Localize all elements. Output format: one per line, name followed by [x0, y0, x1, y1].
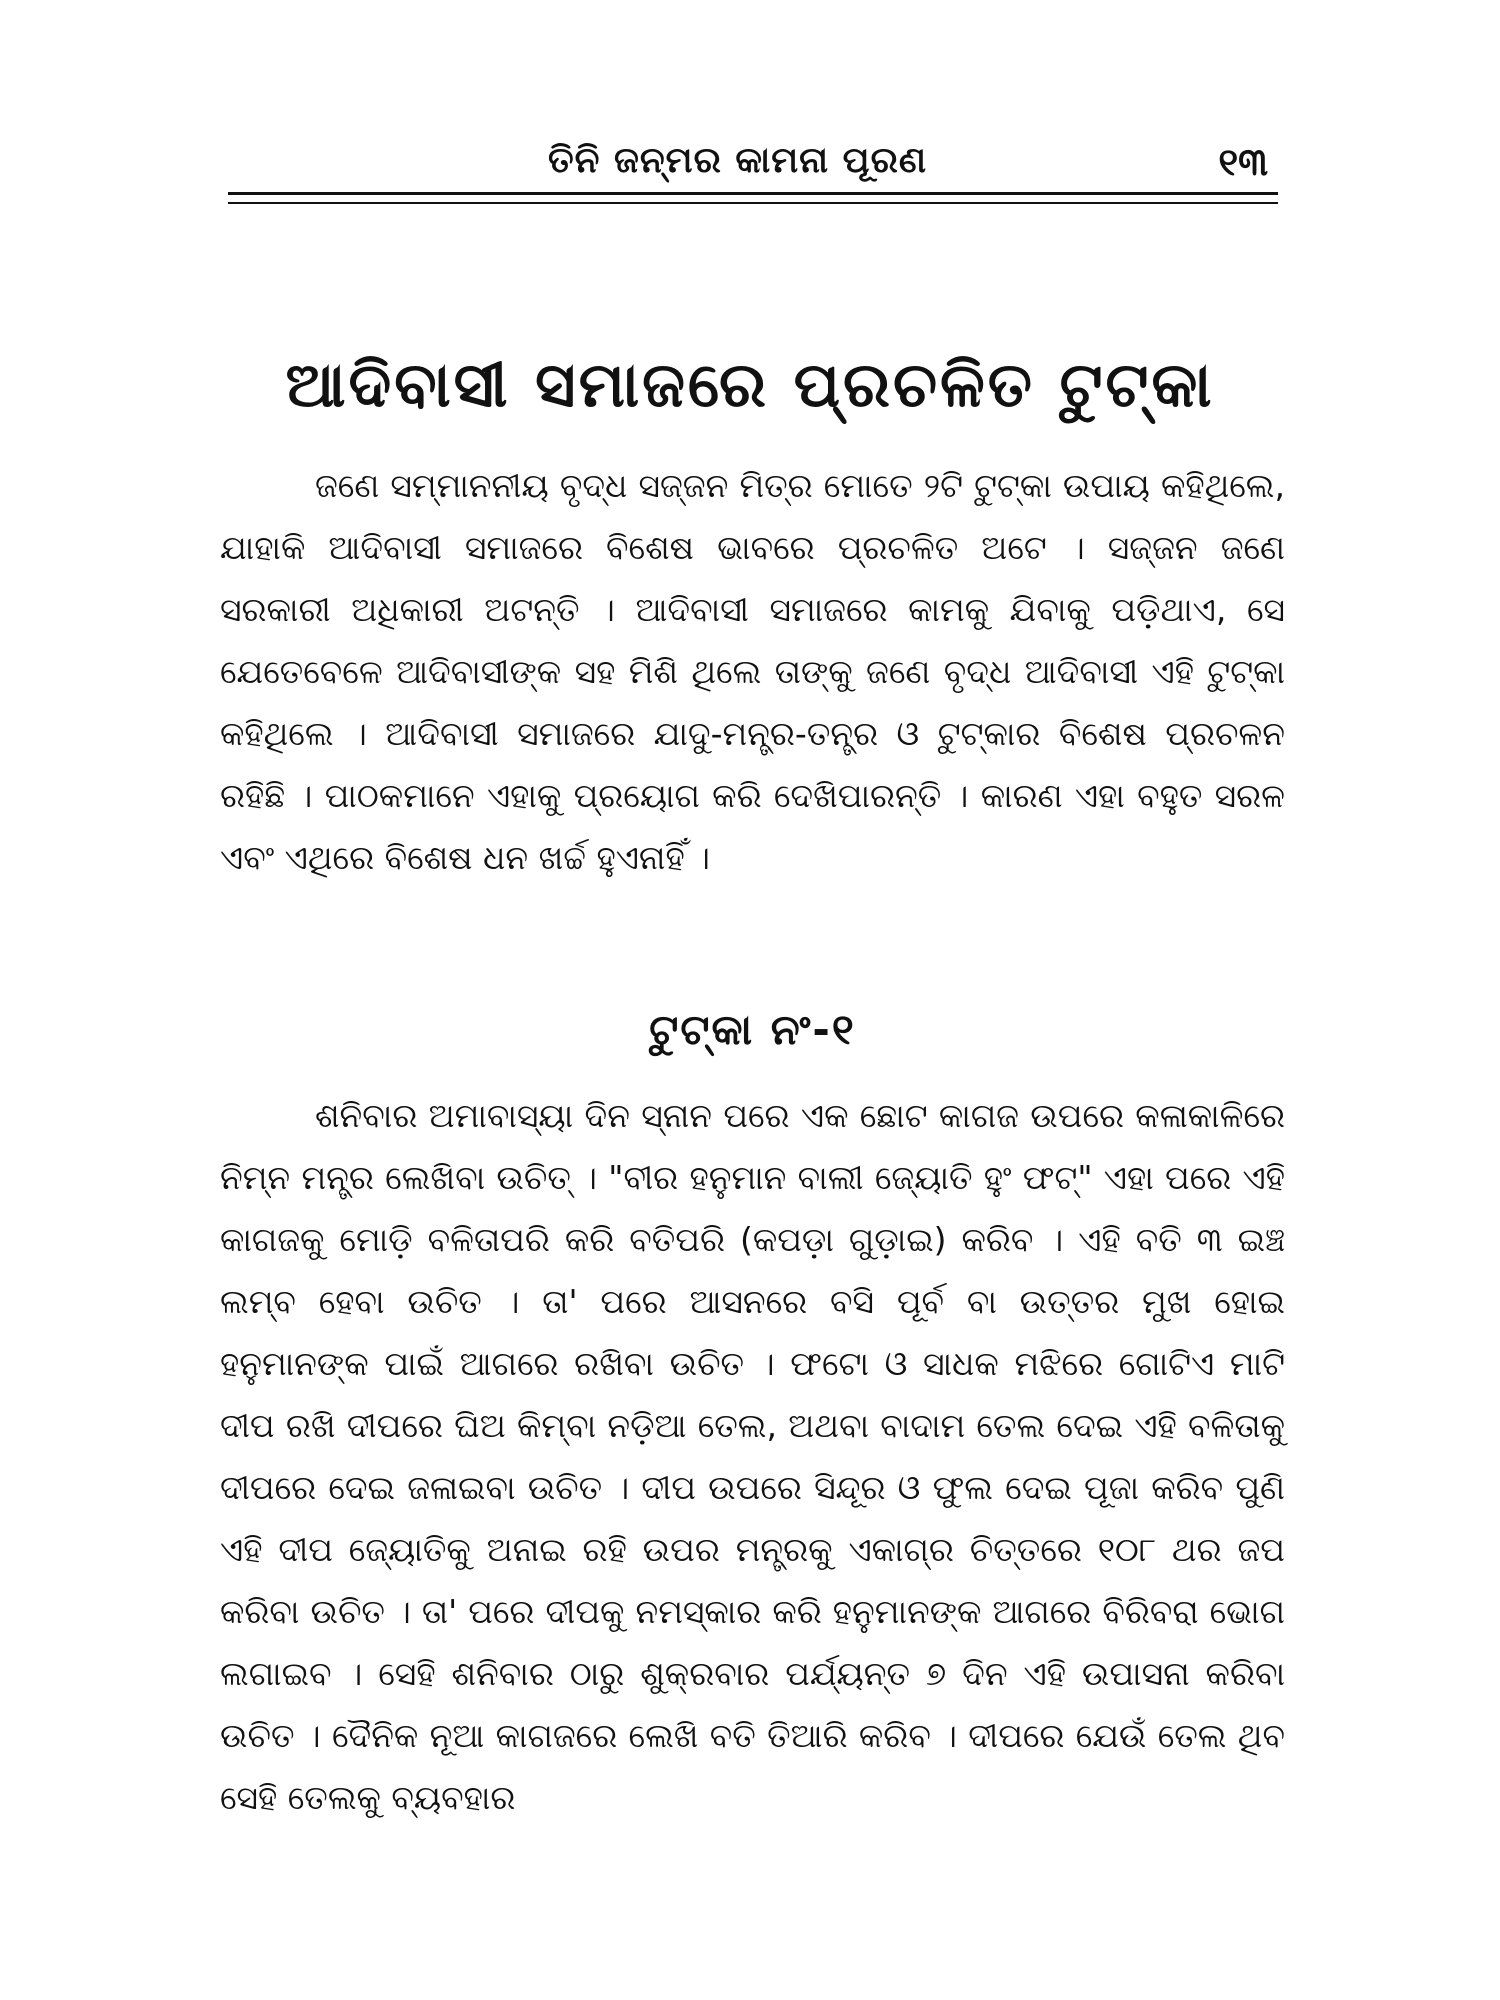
page-number: ୧୩: [1218, 140, 1268, 184]
header-rule: [228, 192, 1278, 204]
intro-paragraph: ଜଣେ ସମ୍ମାନନୀୟ ବୃଦ୍ଧ ସଜ୍ଜନ ମିତ୍ର ମୋତେ ୨ଟି ଟୁଟ୍‌କା ଉପାୟ କହିଥିଲେ, ଯାହାକି ଆଦିବାସୀ ସମାଜରେ ବିଶେଷ ଭାବରେ ପ୍ରଚଳିତ ଅଟେ । ସଜ୍ଜନ ଜଣେ ସରକାରୀ ଅଧିକାରୀ ଅଟନ୍ତି । ଆଦିବାସୀ ସମାଜରେ କାମକୁ ଯିବାକୁ ପଡ଼ିଥାଏ, ସେ ଯେତେବେଳେ ଆଦିବାସୀଙ୍କ ସହ ମିଶି ଥିଲେ ତାଙ୍କୁ ଜଣେ ବୃଦ୍ଧ ଆଦିବାସୀ ଏହି ଟୁଟ୍‌କା କହିଥିଲେ । ଆଦିବାସୀ ସମାଜରେ ଯାଦୁ-ମନ୍ତ୍ର-ତନ୍ତ୍ର ଓ ଟୁଟ୍‌କାର ବିଶେଷ ପ୍ରଚଳନ ରହିଛି । ପାଠକମାନେ ଏହାକୁ ପ୍ରୟୋଗ କରି ଦେଖିପାରନ୍ତି । କାରଣ ଏହା ବହୁତ ସରଳ ଏବଂ ଏଥିରେ ବିଶେଷ ଧନ ଖର୍ଚ୍ଚ ହୁଏନାହିଁ ।: [220, 466, 1285, 877]
section-paragraph: ଶନିବାର ଅମାବାସ୍ୟା ଦିନ ସ୍ନାନ ପରେ ଏକ ଛୋଟ କାଗଜ ଉପରେ କଳାକାଳିରେ ନିମ୍ନ ମନ୍ତ୍ର ଲେଖିବା ଉଚିତ୍ । "ବୀର ହନୁମାନ ବାଲୀ ଜ୍ୟୋତି ହୁଂ ଫଟ୍" ଏହା ପରେ ଏହି କାଗଜକୁ ମୋଡ଼ି ବଳିତାପରି କରି ବତିପରି (କପଡ଼ା ଗୁଡ଼ାଇ) କରିବ । ଏହି ବତି ୩ ଇଞ୍ଚ ଲମ୍ବ ହେବା ଉଚିତ । ତା' ପରେ ଆସନରେ ବସି ପୂର୍ବ ବା ଉତ୍ତର ମୁଖ ହୋଇ ହନୁମାନଙ୍କ ପାଇଁ ଆଗରେ ରଖିବା ଉଚିତ । ଫଟୋ ଓ ସାଧକ ମଝିରେ ଗୋଟିଏ ମାଟି ଦୀପ ରଖି ଦୀପରେ ଘିଅ କିମ୍ବା ନଡ଼ିଆ ତେଲ, ଅଥବା ବାଦାମ ତେଲ ଦେଇ ଏହି ବଳିତାକୁ ଦୀପରେ ଦେଇ ଜଳାଇବା ଉଚିତ । ଦୀପ ଉପରେ ସିନ୍ଦୂର ଓ ଫୁଲ ଦେଇ ପୂଜା କରିବ ପୁଣି ଏହି ଦୀପ ଜ୍ୟୋତିକୁ ଅନାଇ ରହି ଉପର ମନ୍ତ୍ରକୁ ଏକାଗ୍ର ଚିତ୍ତରେ ୧୦୮ ଥର ଜପ କରିବା ଉଚିତ । ତା' ପରେ ଦୀପକୁ ନମସ୍କାର କରି ହନୁମାନଙ୍କ ଆଗରେ ବିରିବରା ଭୋଗ ଲଗାଇବ । ସେହି ଶନିବାର ଠାରୁ ଶୁକ୍ରବାର ପର୍ଯ୍ୟନ୍ତ ୭ ଦିନ ଏହି ଉପାସନା କରିବା ଉଚିତ । ଦୈନିକ ନୂଆ କାଗଜରେ ଲେଖି ବତି ତିଆରି କରିବ । ଦୀପରେ ଯେଉଁ ତେଲ ଥିବ ସେହି ତେଲକୁ ବ୍ୟବହାର: [220, 1096, 1285, 1817]
running-title: ତିନି ଜନ୍ମର କାମନା ପୂରଣ: [548, 140, 928, 181]
section-heading: ଟୁଟ୍‌କା ନଂ-୧: [649, 1005, 856, 1054]
running-header: [228, 140, 1278, 200]
chapter-title: ଆଦିବାସୀ ସମାଜରେ ପ୍ରଚଳିତ ଟୁଟ୍‌କା: [285, 348, 1215, 421]
